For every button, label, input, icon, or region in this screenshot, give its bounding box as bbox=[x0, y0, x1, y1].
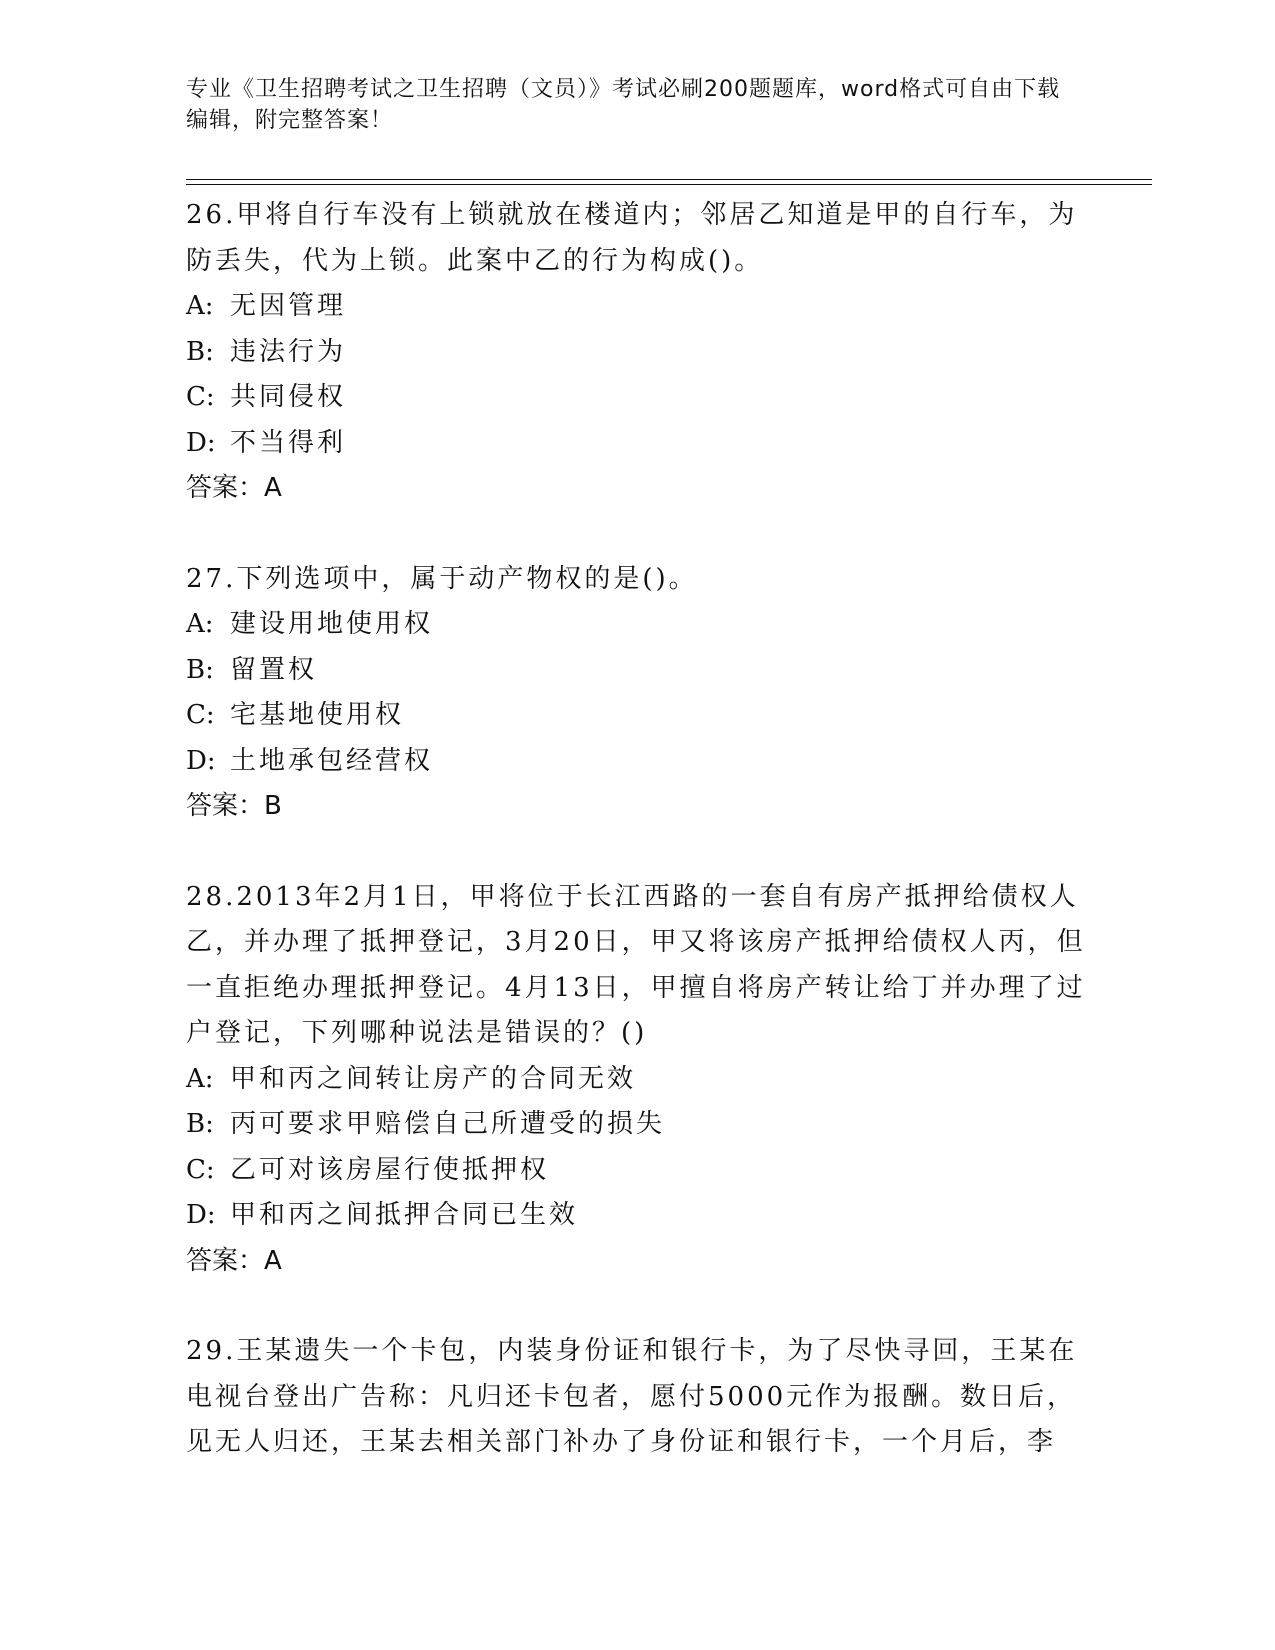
question-list bbox=[186, 193, 1086, 1511]
header-rule-top bbox=[186, 179, 1152, 180]
question-29 bbox=[186, 1329, 1086, 1466]
option-c bbox=[186, 693, 1086, 739]
option-b bbox=[186, 648, 1086, 694]
option-letter: C: bbox=[186, 1154, 215, 1185]
option-letter: C: bbox=[186, 700, 215, 730]
option-text: 违法行为 bbox=[230, 336, 347, 367]
option-b bbox=[186, 1102, 1086, 1148]
option-letter: B: bbox=[186, 336, 214, 367]
question-stem: 27.下列选项中，属于动产物权的是()。 bbox=[186, 563, 698, 594]
question-answer: 答案：A bbox=[186, 1245, 282, 1276]
option-letter: D: bbox=[186, 427, 216, 458]
option-letter: D: bbox=[186, 745, 216, 776]
option-d bbox=[186, 421, 1086, 467]
question-27 bbox=[186, 557, 1086, 830]
question-28 bbox=[186, 875, 1086, 1285]
question-stem: 29.王某遗失一个卡包，内装身份证和银行卡，为了尽快寻回，王某在电视台登出广告称：凡归还卡包者，愿付5000元作为报酬。数日后，见无人归还，王某去相关部门补办了身份证和银行卡，一个月后，李 bbox=[186, 1336, 1078, 1457]
option-letter: B: bbox=[186, 654, 214, 685]
option-text: 建设用地使用权 bbox=[230, 609, 434, 639]
question-26 bbox=[186, 193, 1086, 512]
option-text: 共同侵权 bbox=[230, 382, 347, 412]
option-text: 甲和丙之间转让房产的合同无效 bbox=[230, 1063, 637, 1094]
option-text: 留置权 bbox=[230, 654, 318, 685]
option-d bbox=[186, 739, 1086, 785]
question-stem: 28.2013年2月1日，甲将位于长江西路的一套自有房产抵押给债权人乙，并办理了抵押登记，3月20日，甲又将该房产抵押给债权人丙，但一直拒绝办理抵押登记。4月13日，甲擅自将房产转让给丁并办理了过户登记，下列哪种说法是错误的？() bbox=[186, 881, 1086, 1048]
option-text: 乙可对该房屋行使抵押权 bbox=[230, 1154, 550, 1185]
option-letter: B: bbox=[186, 1109, 214, 1139]
header-intro: 专业《卫生招聘考试之卫生招聘（文员）》考试必刷200题题库，word格式可自由下载编辑，附完整答案！ bbox=[186, 77, 1061, 133]
option-d bbox=[186, 1193, 1086, 1239]
option-text: 不当得利 bbox=[230, 427, 347, 458]
option-text: 甲和丙之间抵押合同已生效 bbox=[230, 1200, 579, 1230]
option-a bbox=[186, 284, 1086, 330]
option-letter: D: bbox=[186, 1200, 216, 1230]
option-b bbox=[186, 330, 1086, 376]
option-letter: C: bbox=[186, 382, 215, 412]
option-letter: A: bbox=[186, 609, 214, 639]
option-text: 土地承包经营权 bbox=[230, 745, 434, 776]
header-rule-bottom bbox=[186, 184, 1152, 185]
option-text: 丙可要求甲赔偿自己所遭受的损失 bbox=[230, 1109, 666, 1139]
option-a bbox=[186, 602, 1086, 648]
question-stem: 26.甲将自行车没有上锁就放在楼道内；邻居乙知道是甲的自行车，为防丢失，代为上锁。此案中乙的行为构成()。 bbox=[186, 200, 1078, 276]
option-text: 宅基地使用权 bbox=[230, 700, 405, 730]
question-answer: 答案：B bbox=[186, 791, 282, 821]
option-text: 无因管理 bbox=[230, 291, 347, 321]
option-letter: A: bbox=[186, 291, 214, 321]
option-c bbox=[186, 1148, 1086, 1194]
option-a bbox=[186, 1057, 1086, 1103]
question-answer: 答案：A bbox=[186, 473, 282, 503]
option-c bbox=[186, 375, 1086, 421]
option-letter: A: bbox=[186, 1063, 214, 1094]
